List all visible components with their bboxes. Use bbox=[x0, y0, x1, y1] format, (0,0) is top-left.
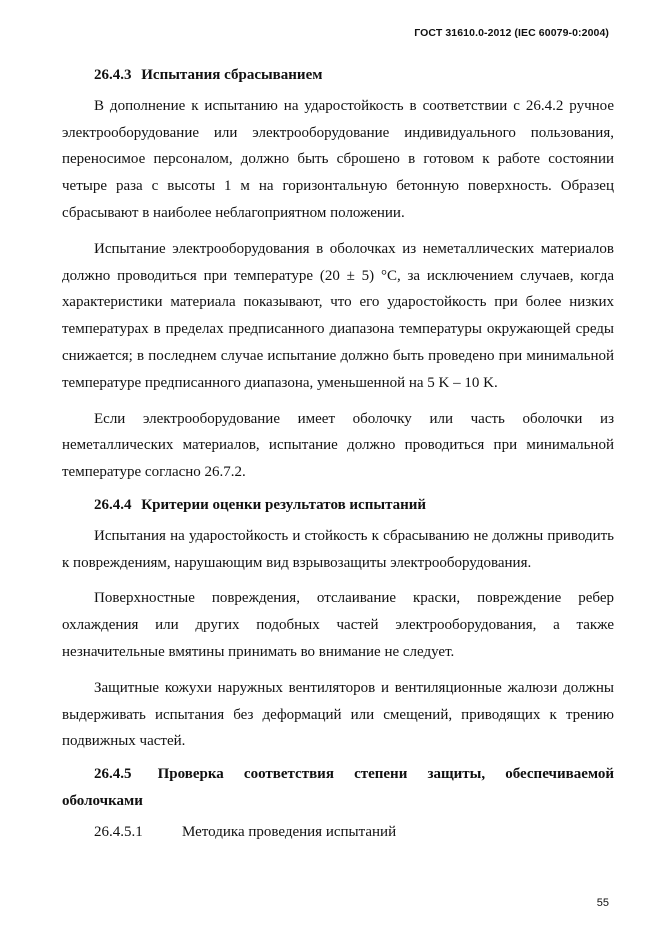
paragraph: Испытания на ударостойкость и стойкость к сбрасыванию не должны приводить к повреждениям, нарушающим вид взрывозащиты электрооборудования. bbox=[62, 527, 614, 571]
section-title: Проверка соответствия степени защиты, обеспечиваемой оболочками bbox=[62, 766, 615, 809]
paragraph: Если электрооборудование имеет оболочку или часть оболочки из неметаллических материалов, испытание должно проводиться при минимальной температуре согласно 26.7.2. bbox=[62, 410, 614, 481]
section-number: 26.4.3 bbox=[94, 67, 132, 83]
subsection-number: 26.4.5.1 bbox=[94, 823, 143, 840]
paragraph: Испытание электрооборудования в оболочках из неметаллических материалов должно проводиться при температуре (20 ± 5) °С, за исключением случаев, когда характеристики материала показывают, что его ударостойкость при более низких температурах в пределах предписанного диапазона температуры окружающей среды снижается; в последнем случае испытание должно быть проведено при минимальной температуре предписанного диапазона, уменьшенной на 5 K – 10 K. bbox=[62, 240, 614, 391]
subsection-title: Методика проведения испытаний bbox=[182, 823, 397, 840]
paragraph: Поверхностные повреждения, отслаивание краски, повреждение ребер охлаждения или других подобных частей электрооборудования, а также незначительные вмятины принимать во внимание не следует. bbox=[62, 590, 614, 660]
paragraph: В дополнение к испытанию на ударостойкость в соответствии с 26.4.2 ручное электрооборудование или электрооборудование индивидуального пользования, переносимое персоналом, должно быть сброшено в готовом к работе состоянии четыре раза с высоты 1 м на горизонтальную бетонную поверхность. Образец сбрасывают в наиболее неблагоприятном положении. bbox=[62, 97, 614, 221]
section-title: Испытания сбрасыванием bbox=[141, 67, 323, 83]
document-header: ГОСТ 31610.0-2012 (IEC 60079-0:2004) bbox=[414, 27, 609, 39]
section-heading-26-4-4 bbox=[62, 492, 614, 519]
section-heading-26-4-3 bbox=[62, 62, 614, 89]
page-content bbox=[62, 62, 614, 846]
page-number: 55 bbox=[596, 897, 609, 909]
paragraph: Защитные кожухи наружных вентиляторов и вентиляционные жалюзи должны выдерживать испытания без деформаций или смещений, приводящих к трению подвижных частей. bbox=[62, 679, 614, 750]
subsection-heading-26-4-5-1 bbox=[62, 819, 614, 846]
section-heading-26-4-5 bbox=[62, 761, 614, 815]
section-title: Критерии оценки результатов испытаний bbox=[141, 496, 427, 513]
section-number: 26.4.4 bbox=[94, 496, 132, 513]
section-number: 26.4.5 bbox=[94, 766, 132, 783]
